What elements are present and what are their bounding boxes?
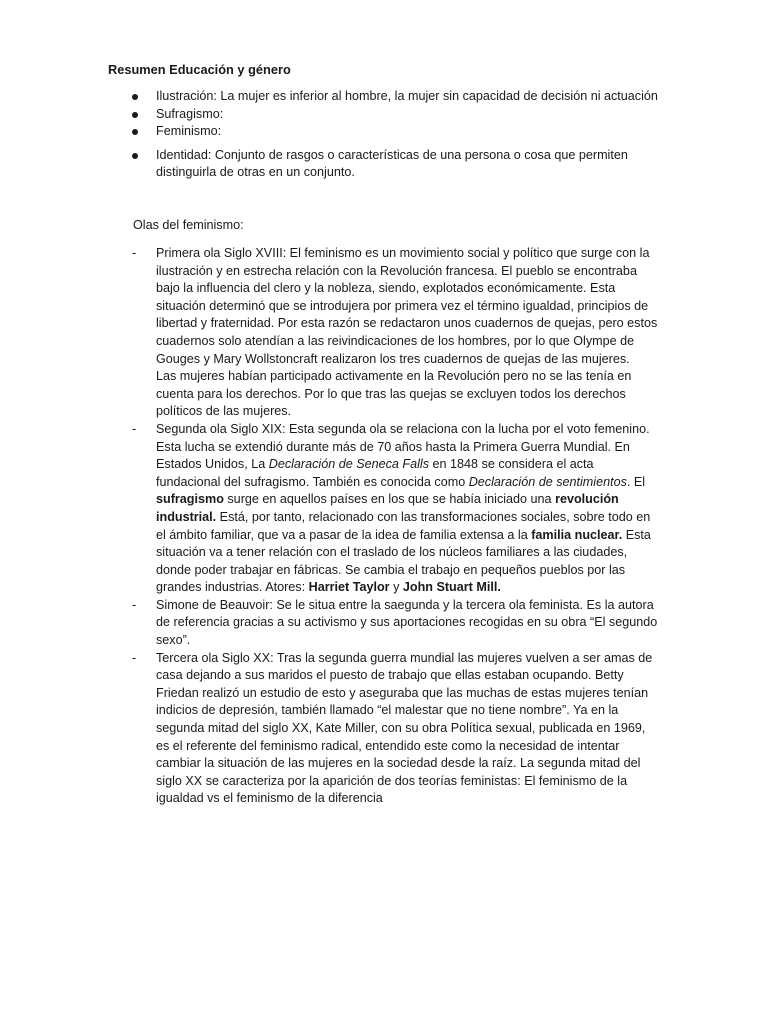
bullet-icon bbox=[132, 112, 138, 118]
paragraph: Las mujeres habían participado activamente en la Revolución pero no se las tenía en cuenta para los derechos. Por lo que tras las quejas se excluyen todos los derechos políticos de las mujeres. bbox=[156, 369, 632, 419]
text-run: Está, por tanto, relacionado con las transformaciones sociales, sobre todo en el ámbito familiar, que va a pasar de la idea de familia extensa a la bbox=[156, 509, 651, 542]
list-item bbox=[130, 147, 660, 182]
waves-list bbox=[130, 245, 660, 808]
bold-run: Harriet Taylor bbox=[308, 580, 390, 595]
list-item-segunda-ola bbox=[130, 421, 660, 597]
bullet-icon bbox=[132, 94, 138, 100]
paragraph: Simone de Beauvoir: Se le situa entre la saegunda y la tercera ola feminista. Es la autora de referencia gracias a su activismo y sus aportaciones recogidas en su obra “El segundo sexo”. bbox=[156, 597, 658, 648]
bold-run: revolución industrial. bbox=[156, 492, 619, 524]
italic-run: Declaración de sentimientos bbox=[468, 474, 627, 489]
text-run: Esta situación va a tener relación con el traslado de los núcleos familiares a las ciudades, donde poder trabajar en fábricas. Se cambia el trabajo en pequeños pueblos por las grandes industrias. Atores: bbox=[156, 527, 651, 595]
text-run: y bbox=[389, 580, 403, 595]
dash-marker: - bbox=[132, 246, 137, 260]
bold-run: sufragismo bbox=[156, 492, 224, 507]
list-item-text: Sufragismo: bbox=[156, 106, 224, 121]
document-title: Resumen Educación y género bbox=[108, 62, 291, 77]
list-item-tercera-ola bbox=[130, 650, 660, 808]
list-item-text: Feminismo: bbox=[156, 124, 222, 139]
text-run: surge en aquellos países en los que se había iniciado una bbox=[223, 492, 556, 507]
list-item-text: Identidad: Conjunto de rasgos o características de una persona o cosa que permiten distinguirla de otras en un conjunto. bbox=[156, 147, 628, 180]
dash-marker: - bbox=[132, 650, 137, 665]
list-item-text: Ilustración: La mujer es inferior al hombre, la mujer sin capacidad de decisión ni actuación bbox=[156, 89, 658, 103]
definitions-list bbox=[130, 88, 660, 182]
dash-marker: - bbox=[132, 421, 137, 436]
list-item bbox=[130, 106, 660, 124]
bold-run: familia nuclear. bbox=[531, 527, 623, 542]
paragraph: Tercera ola Siglo XX: Tras la segunda guerra mundial las mujeres vuelven a ser amas de casa dejando a sus maridos el puesto de trabajo que ellas estaban ocupando. Betty Friedan realizó un estudio de esto y aseguraba que las muchas de estas mujeres tenían indicios de depresión, también llamado “el malestar que no tiene nombre”. Ya en la segunda mitad del siglo XX, Kate Miller, con su obra Política sexual, publicada en 1969, es el referente del feminismo radical, entendido este como la necesidad de intentar cambiar la situación de las mujeres en la sociedad desde la raíz. La segunda mitad del siglo XX se caracteriza por la aparición de dos teorías feministas: El feminismo de la igualdad vs el feminismo de la diferencia bbox=[156, 650, 653, 806]
list-item-beauvoir bbox=[130, 597, 660, 650]
section-heading: Olas del feminismo: bbox=[133, 218, 244, 232]
italic-run: Declaración de Seneca Falls bbox=[268, 457, 430, 472]
bullet-icon bbox=[132, 129, 138, 135]
list-item-primera-ola bbox=[130, 245, 660, 421]
paragraph: Primera ola Siglo XVIII: El feminismo es un movimiento social y político que surge con la ilustración y en estrecha relación con la Revolución francesa. El pueblo se encontraba bajo la influencia del clero y la nobleza, siendo, explotados económicamente. Esta situación determinó que se introdujera por primera vez el término igualdad, principios de libertad y fraternidad. Por esta razón se redactaron unos cuadernos de quejas, pero estos cuadernos solo atendían a las reivindicaciones de los hombres, por lo que Olympe de Gouges y Mary Wollstoncraft realizaron los tres cuadernos de quejas de las mujeres. bbox=[156, 246, 658, 366]
dash-marker: - bbox=[132, 597, 137, 612]
paragraph bbox=[156, 421, 660, 597]
bullet-icon bbox=[132, 153, 138, 159]
list-item bbox=[130, 123, 660, 141]
text-run: . El bbox=[626, 474, 646, 489]
text-run: en 1848 se considera el acta fundacional del sufragismo. También es conocida como bbox=[156, 457, 594, 489]
list-item bbox=[130, 88, 660, 106]
text-run: Segunda ola Siglo XIX: Esta segunda ola se relaciona con la lucha por el voto femenino. Esta lucha se extendió durante más de 70 años hasta la Primera Guerra Mundial. En Estados Unidos, La bbox=[156, 421, 650, 472]
bold-run: John Stuart Mill. bbox=[402, 580, 501, 595]
